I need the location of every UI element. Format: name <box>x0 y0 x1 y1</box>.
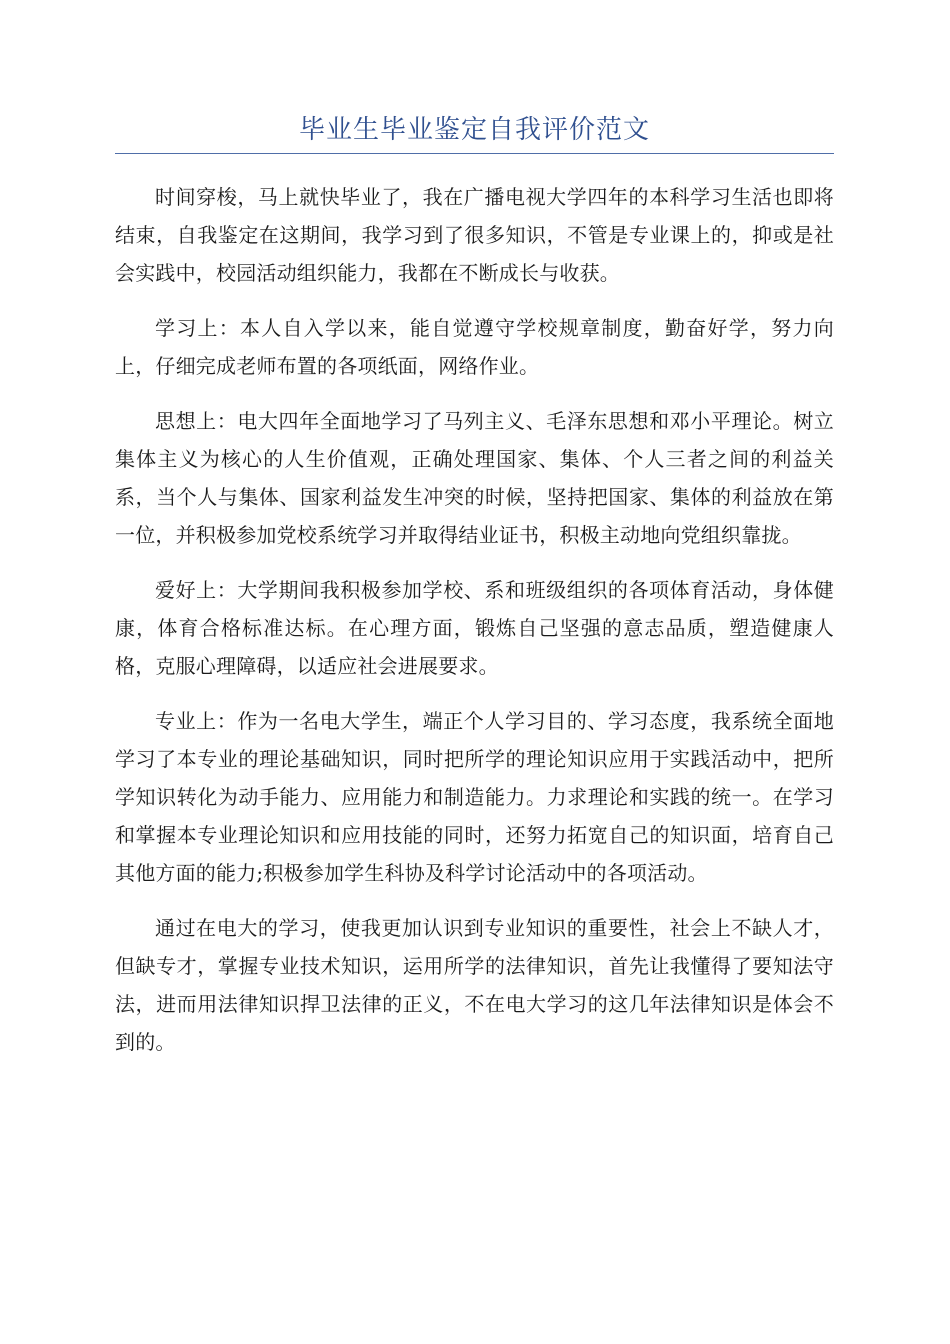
document-body <box>115 178 834 1078</box>
paragraph-intro: 时间穿梭，马上就快毕业了，我在广播电视大学四年的本科学习生活也即将结束，自我鉴定在这期间，我学习到了很多知识，不管是专业课上的，抑或是社会实践中，校园活动组织能力，我都在不断成长与收获。 <box>115 185 834 285</box>
title-underline <box>115 153 834 154</box>
paragraph-ideology: 思想上：电大四年全面地学习了马列主义、毛泽东思想和邓小平理论。树立集体主义为核心的人生价值观，正确处理国家、集体、个人三者之间的利益关系，当个人与集体、国家利益发生冲突的时候，坚持把国家、集体的利益放在第一位，并积极参加党校系统学习并取得结业证书，积极主动地向党组织靠拢。 <box>115 409 834 547</box>
paragraph-major: 专业上：作为一名电大学生，端正个人学习目的、学习态度，我系统全面地学习了本专业的理论基础知识，同时把所学的理论知识应用于实践活动中，把所学知识转化为动手能力、应用能力和制造能力。力求理论和实践的统一。在学习和掌握本专业理论知识和应用技能的同时，还努力拓宽自己的知识面，培育自己其他方面的能力;积极参加学生科协及科学讨论活动中的各项活动。 <box>115 709 834 885</box>
document-title: 毕业生毕业鉴定自我评价范文 <box>298 115 650 145</box>
paragraph-study: 学习上：本人自入学以来，能自觉遵守学校规章制度，勤奋好学，努力向上，仔细完成老师布置的各项纸面，网络作业。 <box>115 316 834 378</box>
paragraph-conclusion: 通过在电大的学习，使我更加认识到专业知识的重要性，社会上不缺人才，但缺专才，掌握专业技术知识，运用所学的法律知识，首先让我懂得了要知法守法，进而用法律知识捍卫法律的正义，不在电大学习的这几年法律知识是体会不到的。 <box>115 916 834 1054</box>
paragraph-hobbies: 爱好上：大学期间我积极参加学校、系和班级组织的各项体育活动，身体健康，体育合格标准达标。在心理方面，锻炼自己坚强的意志品质，塑造健康人格，克服心理障碍，以适应社会进展要求。 <box>115 578 834 678</box>
